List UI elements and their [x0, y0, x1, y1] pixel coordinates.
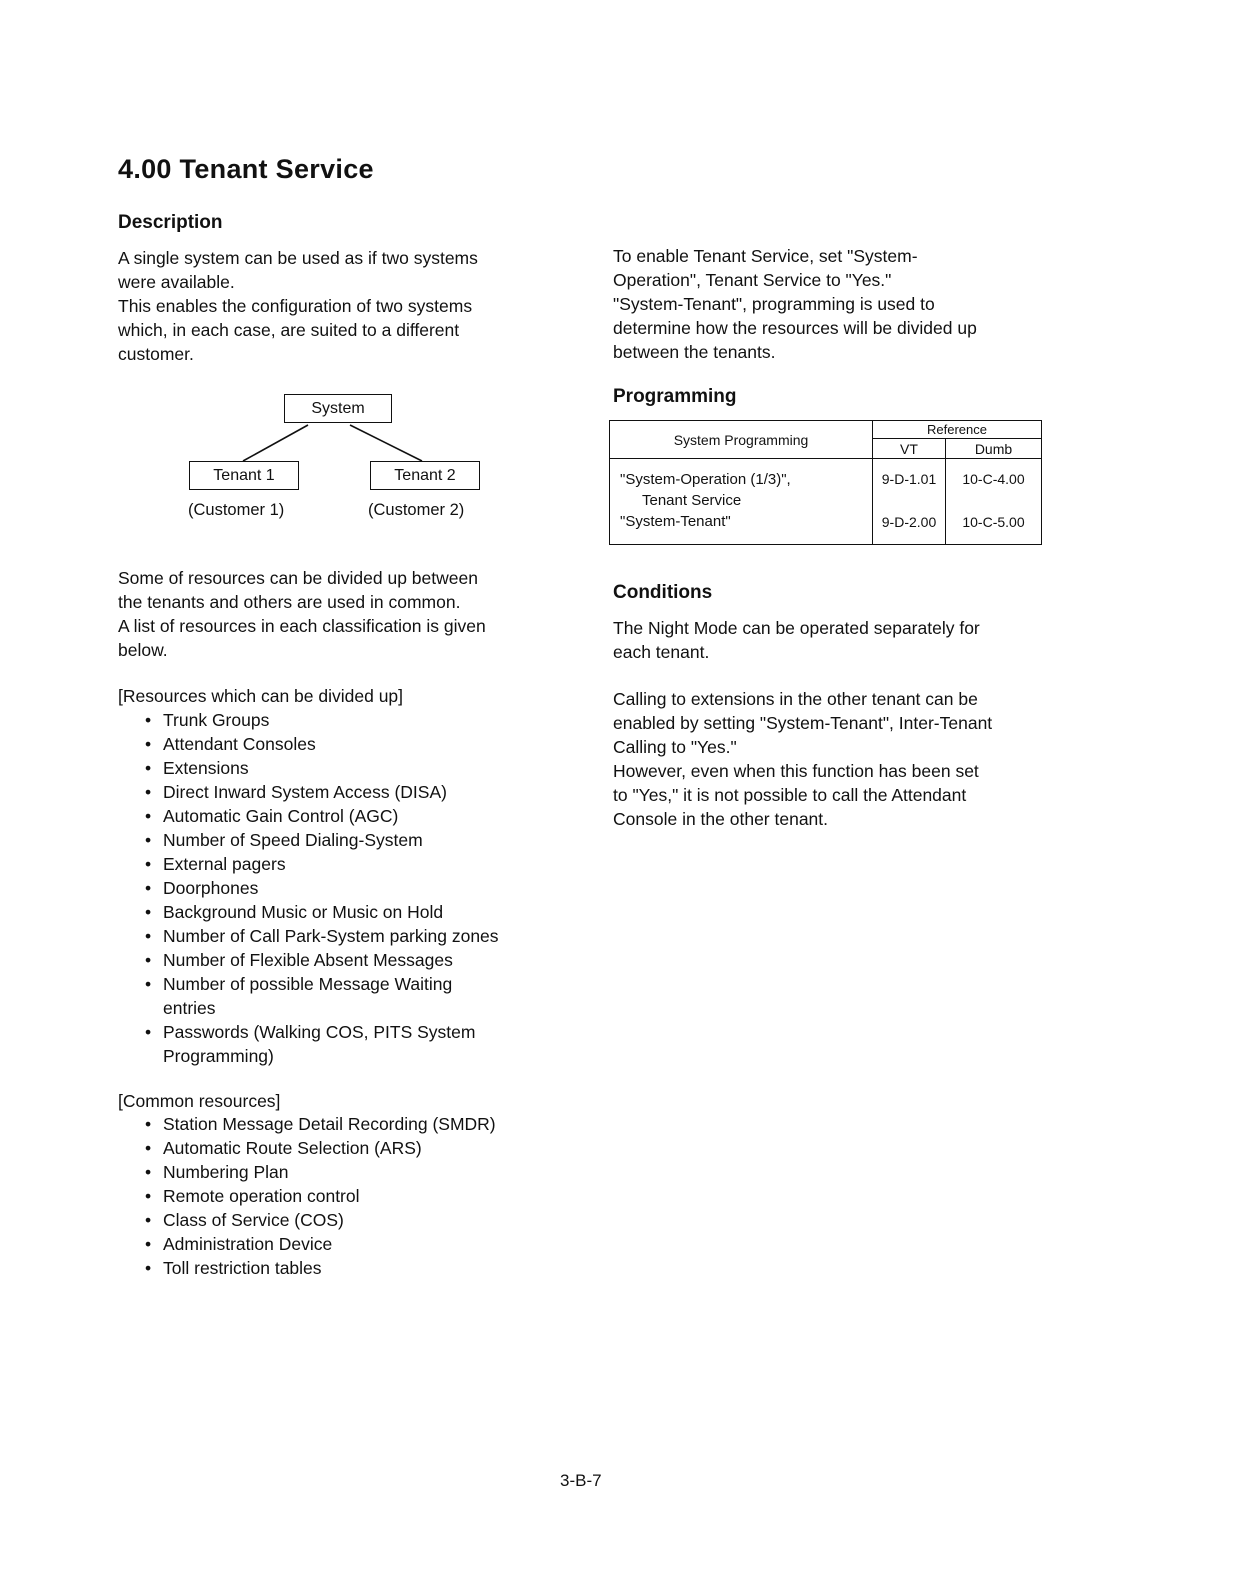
description-line: A single system can be used as if two systems — [118, 248, 478, 268]
conditions-line: each tenant. — [613, 642, 710, 662]
conditions-heading: Conditions — [613, 582, 713, 603]
list-item: • Automatic Route Selection (ARS) — [118, 1136, 558, 1160]
list-item: • Number of Speed Dialing-System — [118, 828, 558, 852]
list-item: • Extensions — [118, 756, 558, 780]
description-text — [118, 246, 558, 366]
list-item: • Attendant Consoles — [118, 732, 558, 756]
enable-line: determine how the resources will be divided up — [613, 318, 977, 338]
programming-table — [609, 420, 1042, 545]
enable-line: Operation", Tenant Service to "Yes." — [613, 270, 892, 290]
list-item: • Number of Flexible Absent Messages — [118, 948, 558, 972]
list-item: • Administration Device — [118, 1232, 558, 1256]
intro-line: Some of resources can be divided up between — [118, 568, 478, 588]
enable-line: "System-Tenant", programming is used to — [613, 294, 935, 314]
description-line: were available. — [118, 272, 235, 292]
conditions-line: However, even when this function has been set — [613, 761, 979, 781]
list-item: • Automatic Gain Control (AGC) — [118, 804, 558, 828]
row1-line2: Tenant Service — [642, 492, 742, 509]
conditions-para1 — [613, 616, 1073, 664]
page-number: 3-B-7 — [560, 1471, 602, 1490]
conditions-line: Calling to "Yes." — [613, 737, 737, 757]
tenant1-box: Tenant 1 — [189, 461, 299, 490]
list-item: • Direct Inward System Access (DISA) — [118, 780, 558, 804]
list-item: • Class of Service (COS) — [118, 1208, 558, 1232]
row2-label: "System-Tenant" — [620, 513, 731, 530]
description-line: which, in each case, are suited to a different — [118, 320, 460, 340]
list-item: • Number of possible Message Waiting entries — [118, 972, 463, 1020]
col-reference: Reference — [873, 421, 1042, 439]
table-row-system-cell — [610, 459, 873, 545]
programming-heading: Programming — [613, 386, 737, 407]
conditions-line: Console in the other tenant. — [613, 809, 829, 829]
description-line: customer. — [118, 344, 194, 364]
list-item: • Number of Call Park-System parking zones — [118, 924, 558, 948]
list-item: • Numbering Plan — [118, 1160, 558, 1184]
customer2-caption: (Customer 2) — [368, 501, 465, 519]
common-resources-list — [118, 1112, 558, 1280]
list-item: • Remote operation control — [118, 1184, 558, 1208]
row2-dumb: 10-C-5.00 — [962, 514, 1025, 530]
col-system-programming: System Programming — [610, 421, 873, 459]
tenant-diagram — [180, 388, 510, 528]
row1-dumb: 10-C-4.00 — [962, 471, 1025, 487]
intro-line: the tenants and others are used in common. — [118, 592, 461, 612]
tenant2-box: Tenant 2 — [370, 461, 480, 490]
col-dumb: Dumb — [946, 439, 1042, 459]
enable-line: To enable Tenant Service, set "System- — [613, 246, 918, 266]
table-dumb-cell — [946, 459, 1042, 545]
divided-resources-heading: [Resources which can be divided up] — [118, 686, 404, 706]
conditions-line: to "Yes," it is not possible to call the Attendant — [613, 785, 967, 805]
common-resources-heading: [Common resources] — [118, 1091, 281, 1111]
conditions-line: The Night Mode can be operated separately for — [613, 618, 980, 638]
list-item: • External pagers — [118, 852, 558, 876]
list-item: • Trunk Groups — [118, 708, 558, 732]
conditions-line: Calling to extensions in the other tenant can be — [613, 689, 978, 709]
description-heading: Description — [118, 212, 223, 233]
divided-resources-list — [118, 708, 558, 1068]
list-item: • Doorphones — [118, 876, 558, 900]
row1-vt: 9-D-1.01 — [881, 471, 937, 487]
enable-text — [613, 244, 1073, 364]
conditions-line: enabled by setting "System-Tenant", Inter-Tenant — [613, 713, 993, 733]
intro-line: A list of resources in each classification is given — [118, 616, 486, 636]
list-item: • Toll restriction tables — [118, 1256, 558, 1280]
customer1-caption: (Customer 1) — [188, 501, 285, 519]
list-item: • Background Music or Music on Hold — [118, 900, 558, 924]
conditions-para2 — [613, 687, 1073, 831]
row2-vt: 9-D-2.00 — [881, 514, 937, 530]
resources-intro — [118, 566, 558, 662]
table-vt-cell — [873, 459, 946, 545]
list-item: • Station Message Detail Recording (SMDR) — [118, 1112, 558, 1136]
description-line: This enables the configuration of two systems — [118, 296, 473, 316]
enable-line: between the tenants. — [613, 342, 776, 362]
page-title: 4.00 Tenant Service — [118, 154, 374, 184]
list-item: • Passwords (Walking COS, PITS System Programming) — [118, 1020, 493, 1068]
row1-line1: "System-Operation (1/3)", — [620, 471, 791, 488]
system-box: System — [284, 394, 392, 423]
col-vt: VT — [873, 439, 946, 459]
intro-line: below. — [118, 640, 168, 660]
